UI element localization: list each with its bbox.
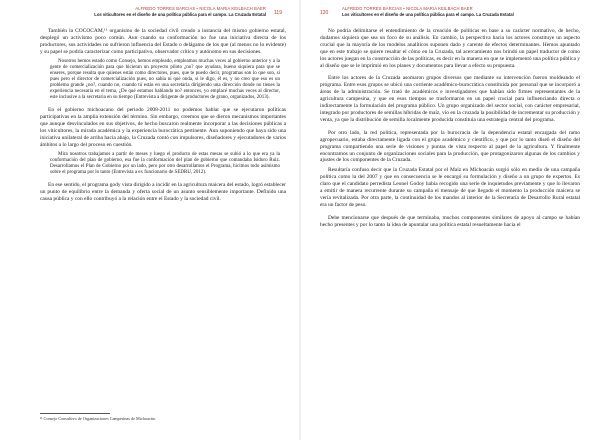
block-quote: Nosotros hemos estado como Consejo, hemos empleado, empleamos muchas veces al gobierno anterior y a la gente de comercialización para que hicieran un proyecto piloto ¿no? que ayudara, bueno siquiera para que se enseres, porque resulta que quienes están como directores, pues, que te puedo decir, programas son lo que son, si pues pero el director de comercialización pues, no sabía ni qué onda, si le digo, él es, y no creo que eso es un problema grande ¿no?, cuando no, cuando tú estás en una secretaría dirigiendo una dirección donde no tienes la experiencia necesaria en el tema, ¿De qué estamos hablando no? entonces, yo emplacé muchas veces al director, este inclusive a la secretaria en su tiempo (Entrevista a dirigente de productores de grano, organizados, 2013). bbox=[50, 58, 280, 101]
running-head-authors: ALFREDO TORRES BARCIAS ▪ NICOLA MARIA KEILBACH BAER bbox=[135, 6, 266, 11]
left-page-header bbox=[40, 6, 286, 20]
footnote-rule bbox=[40, 413, 110, 414]
paragraph: En ese sentido, el programa gody vista dirigido a incidir en la agricultura maicera del estado, logró establecer un punto de equilibrio entre la demanda y oferta social de un asunto sensiblemente importante. Definido una causa pública y con ello contribuyó a la relación entre el Estado y la sociedad civil. bbox=[40, 182, 286, 202]
paragraph: Por otro lado, la red política, representada por la burocracia de la dependencia estatal encargada del ramo agropecuario, estaba directamente ligada con el grupo académico y científico, y que por lo tanto diseñ el diseño del programa compartiendo una serie de visiones y puntas de vista respecto al papel de la agricultura. Y finalmente encontramos un conjunto de organizaciones sociales para la producción, que protagonizaron algunas de los cambios y ajustes de los componentes de la Cruzada. bbox=[320, 129, 580, 164]
paragraph: En el gobierno michoacano del periodo 2008-2011 no podemos hablar que se ejecutaron políticas participativas en la amplia extensión del término. Sin embargo, creemos que se dieron mecanismos importantes que aunque desvinculados en sus objetivos, de hecho buscaron realmente incorporar a las decisiones públicas a los viticultores, la mirada académica y la experiencia burocrática pertinente. Aun suponiendo que haya sido una iniciativa unilateral de arriba hacia abajo, la Cruzada contó con impulsores, diseñadores y ejecutadores de varios ámbitos a lo largo del proceso en cuestión. bbox=[40, 107, 286, 148]
right-page-header bbox=[320, 6, 580, 20]
left-page-body bbox=[40, 28, 286, 203]
paragraph: Resultaría confuso decir que la Cruzada Estatal por el Maíz en Michoacán surgió sólo en medio de una campaña política como la del 2007 y que en consecuencia se le encargó su formulación y diseño a un grupo de expertos. Es claro que el candidato perredista Leonel Godoy había recogido una serie de inquietudes previamente y que lo llevaron a emitir de manera recurrente durante su campaña el mensaje de que llegado el momento la producción maicera se vería revitalizada. Por otra parte, la continuidad de los mandos al interior de la Secretaría de Desarrollo Rural estatal era un factor de peso. bbox=[320, 167, 580, 208]
right-page-body bbox=[320, 28, 580, 229]
running-head-title: Los viticultores en el diseño de una política pública para el campo. La Cruzada Estatal bbox=[94, 12, 266, 17]
footnote: ¹¹ Consejo Consultivo de Organizaciones Campesinas de Michoacán. bbox=[40, 416, 156, 421]
running-head-title: Los viticultores en el diseño de una política pública para el campo. La Cruzada Estatal bbox=[342, 12, 514, 17]
running-head-authors: ALFREDO TORRES BARCIAS ▪ NICOLA MARIA KEILBACH BAER bbox=[342, 6, 473, 11]
paragraph: También la COCOCAM,¹¹ organismo de la sociedad civil creado a instancia del mismo gobierno estatal, desplegó un activismo poco común. Aun cuando su conformación no fue una iniciativa directa de los productores, sus actividades no sufrieron influencia del Estado o delágamo de los que (al menos no lo evidente) y su papel se podría caracterizar como participativo, observador crítico y autónomo en sus decisiones. bbox=[40, 28, 286, 55]
page-number: 119 bbox=[274, 10, 282, 16]
right-page bbox=[300, 0, 600, 440]
paragraph: No podría delimitarse el entendimiento de la creación de políticas en base a su carácter normativo, de hecho, dudamos siquiera que sea un foco de su análisis. En cambio, la perspectiva hacia los actores constituye un aspecto crucial que la mayoría de los modelos analíticos suponen dado y carente de efectos determinantes. Hemos apuntado que en este trabajo se quiere resaltar el cómo en la Cruzada, tal acercamiento nos brindó un papel traductor de como los actores juegan en la construcción de las políticas, es decir en la manera en que se implementó una política pública y al diseño que se le imprimió en los planes y documentos para llevar a efecto su propuesta. bbox=[320, 28, 580, 69]
page-number: 120 bbox=[320, 10, 329, 16]
block-quote: Mira nosotros trabajamos a partir de meses y luego el producto de estas mesas se subió a lo que era ya la conformación del plan de gobierno, esa fue la conformación del plan de gobierno que comandaba Isidoro Ruiz. Desarrollamos el Plan de Gobierno por un lado, pero por otro desarrollamos el Programa, hicimos todo asimismo sobre el programa por lo tanto (Entrevista a ex funcionario de SEDRU, 2012). bbox=[50, 151, 280, 175]
paragraph: Debe mencionarse que después de que terminaba, muchos componentes similares de apoyo al campo se habían hecho presentes y por lo tanto la idea de apuntalar una política estatal resueltamente hacia el bbox=[320, 214, 580, 228]
paragraph: Entre los actores de la Cruzada asomaron grupos diversos que mediante su intervención fueron moldeando el programa. Entre esos grupos se ubicó una corriente académico-burocrática constituida por personal que se incorporó a áreas de la administración. Se trató de académicos e investigadores que habían sido firmes representantes de la agricultura campesina, y que en esos tiempos se trasformaron en un papel crucial para influenciando directa o indirectamente la formulación del programa público. Un grupo organizado del sector social, con carácter empresarial, integrado por productores de semillas híbridas de maíz, vio en la cruzada la posibilidad de incrementar su producción y venta, ya que la distribución de semilla localmente producida constituía una estrategia central del programa. bbox=[320, 75, 580, 123]
